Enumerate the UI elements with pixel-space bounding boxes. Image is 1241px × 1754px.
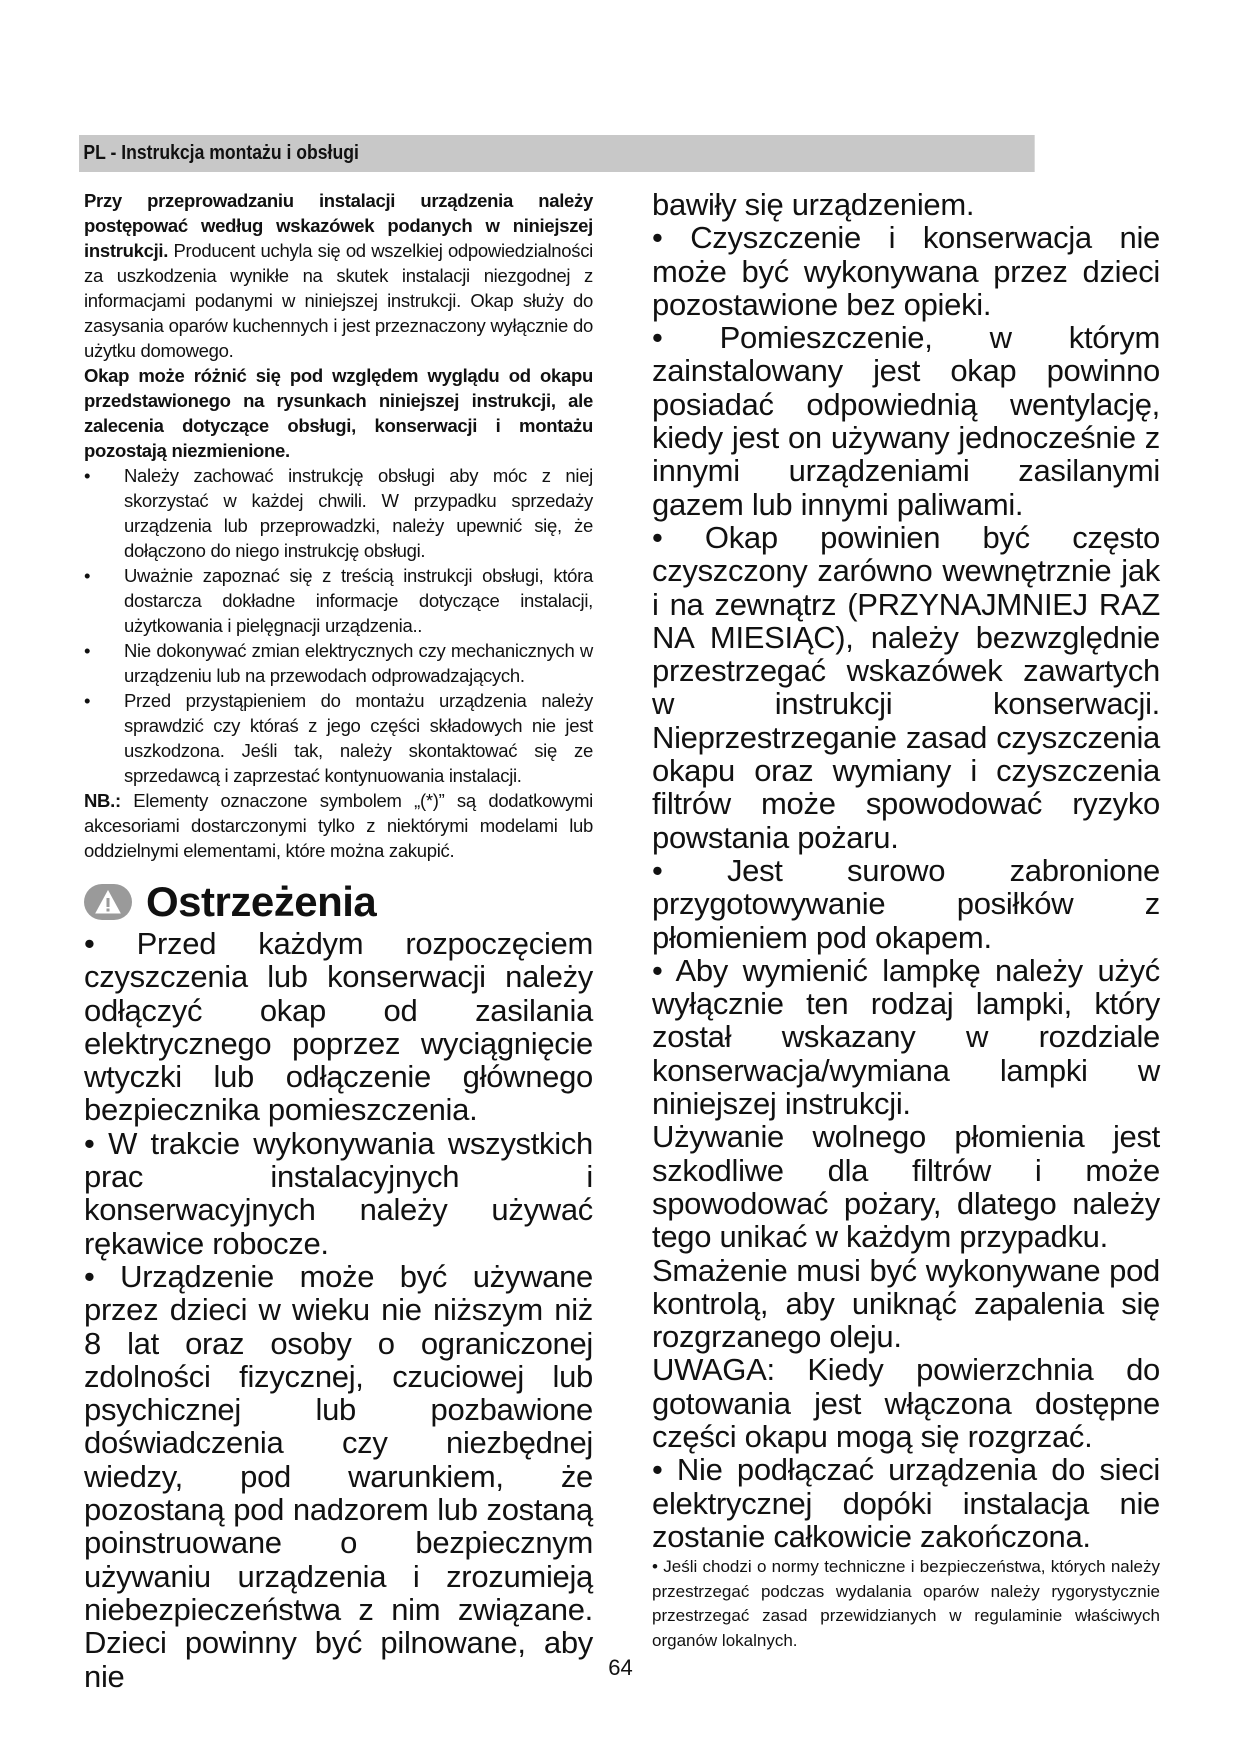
warning-paragraph: • Urządzenie może być używane przez dzieci w wieku nie niższym niż 8 lat oraz osoby o ograniczonej zdolności fizycznej, czuciowej lub psychicznej lub pozbawione doświadczenia czy niezbędnej wiedzy, pod warunkiem, że pozostaną pod nadzorem lub zostaną poinstruowane o bezpiecznym używaniu urządzenia i zrozumieją niebezpieczeństwa z nim związane. Dzieci powinny być pilnowane, aby nie — [84, 1258, 593, 1694]
warning-paragraph: • Okap powinien być często czyszczony zarówno wewnętrznie jak i na zewnątrz (PRZYNAJMNIEJ RAZ NA MIESIĄC), należy bezwzględnie przestrzegać wskazówek zawartych w instrukcji konserwacji. Nieprzestrzeganie zasad czyszczenia okapu oraz wymiany i czyszczenia filtrów może spowodować ryzyko powstania pożaru. — [652, 519, 1160, 855]
intro-paragraph-2: Okap może różnić się pod względem wyglądu od okapu przedstawionego na rysunkach niniejszej instrukcji, ale zalecenia dotyczące obsługi, konserwacji i montażu pozostają niezmienione. — [84, 365, 593, 461]
list-item — [84, 688, 593, 788]
fine-print-text: • Jeśli chodzi o normy techniczne i bezpieczeństwa, których należy przestrzegać podczas wydalania oparów należy rygorystycznie przestrzegać zasad przewidzianych w regulaminie właściwych organów lokalnych. — [652, 1557, 1160, 1650]
intro-text: Producent uchyla się od wszelkiej odpowiedzialności za uszkodzenia wynikłe na skutek instalacji niezgodnej z informacjami podanymi w niniejszej instrukcji. Okap służy do zasysania oparów kuchennych i jest przeznaczony wyłącznie do użytku domowego. — [84, 240, 593, 361]
page-number: 64 — [608, 1655, 633, 1680]
intro-bullet-list — [84, 463, 593, 788]
right-column — [652, 188, 1160, 1653]
section-header: PL - Instrukcja montażu i obsługi — [79, 135, 1035, 172]
warning-paragraph: • W trakcie wykonywania wszystkich prac instalacyjnych i konserwacyjnych należy używać rękawice robocze. — [84, 1125, 593, 1261]
left-column — [84, 188, 593, 1693]
fine-print — [652, 1555, 1160, 1653]
bullet-icon: • — [84, 640, 91, 661]
warnings-title: Ostrzeżenia — [146, 878, 377, 925]
list-item-text: Przed przystąpieniem do montażu urządzenia należy sprawdzić czy któraś z jego części składowych nie jest uszkodzona. Jeśli tak, należy skontaktować się ze sprzedawcą i zaprzestać kontynuowania instalacji. — [124, 690, 593, 786]
warning-paragraph: • Czyszczenie i konserwacja nie może być wykonywana przez dzieci pozostawione bez opieki. — [652, 220, 1160, 322]
warning-paragraph: Używanie wolnego płomienia jest szkodliwe dla filtrów i może spowodować pożary, dlatego należy tego unikać w każdym przypadku. — [652, 1119, 1160, 1255]
warnings-right-text — [652, 188, 1160, 1553]
warning-icon — [84, 884, 132, 920]
warning-paragraph: • Pomieszczenie, w którym zainstalowany jest okap powinno posiadać odpowiednią wentylację, kiedy jest on używany jednocześnie z innymi urządzeniami zasilanymi gazem lub innymi paliwami. — [652, 320, 1160, 522]
bullet-icon: • — [84, 565, 91, 586]
list-item-text: Nie dokonywać zmian elektrycznych czy mechanicznych w urządzeniu lub na przewodach odprowadzających. — [124, 640, 593, 686]
list-item-text: Należy zachować instrukcję obsługi aby móc z niej skorzystać w każdej chwili. W przypadku sprzedaży urządzenia lub przeprowadzki, należy upewnić się, że dołączono do niego instrukcję obsługi. — [124, 465, 593, 561]
nb-note — [84, 788, 593, 863]
list-item — [84, 563, 593, 638]
warning-paragraph: • Jest surowo zabronione przygotowywanie posiłków z płomieniem pod okapem. — [652, 852, 1160, 955]
nb-label: NB.: — [84, 790, 121, 811]
intro-bold-text: Przy przeprowadzaniu instalacji urządzenia należy postępować według wskazówek podanych w niniejszej instrukcji. — [84, 190, 593, 261]
bullet-icon: • — [84, 465, 91, 486]
list-item-text: Uważnie zapoznać się z treścią instrukcji obsługi, która dostarcza dokładne informacje dotyczące instalacji, użytkowania i pielęgnacji urządzenia.. — [124, 565, 593, 636]
warning-paragraph: • Nie podłączać urządzenia do sieci elektrycznej dopóki instalacja nie zostanie całkowicie zakończona. — [652, 1452, 1160, 1554]
warning-paragraph: • Przed każdym rozpoczęciem czyszczenia lub konserwacji należy odłączyć okap od zasilania elektrycznego poprzez wyciągnięcie wtyczki lub odłączenie głównego bezpiecznika pomieszczenia. — [84, 926, 593, 1128]
bullet-icon: • — [84, 690, 91, 711]
warning-paragraph: bawiły się urządzeniem. — [652, 187, 975, 222]
warning-paragraph: UWAGA: Kiedy powierzchnia do gotowania jest włączona dostępne części okapu mogą się rozgrzać. — [652, 1352, 1160, 1454]
intro-section — [84, 188, 593, 863]
warning-paragraph: • Aby wymienić lampkę należy użyć wyłącznie ten rodzaj lampki, który został wskazany w rozdziale konserwacja/wymiana lampki w niniejszej instrukcji. — [652, 952, 1160, 1122]
list-item — [84, 638, 593, 688]
warnings-left-text — [84, 927, 593, 1693]
nb-text: Elementy oznaczone symbolem „(*)” są dodatkowymi akcesoriami dostarczonymi tylko z niektórymi modelami lub oddzielnymi elementami, które można zakupić. — [84, 790, 593, 861]
list-item — [84, 463, 593, 563]
warning-paragraph: Smażenie musi być wykonywane pod kontrolą, aby uniknąć zapalenia się rozgrzanego oleju. — [652, 1252, 1160, 1355]
intro-paragraph-1 — [84, 188, 593, 363]
warnings-heading — [84, 877, 593, 927]
